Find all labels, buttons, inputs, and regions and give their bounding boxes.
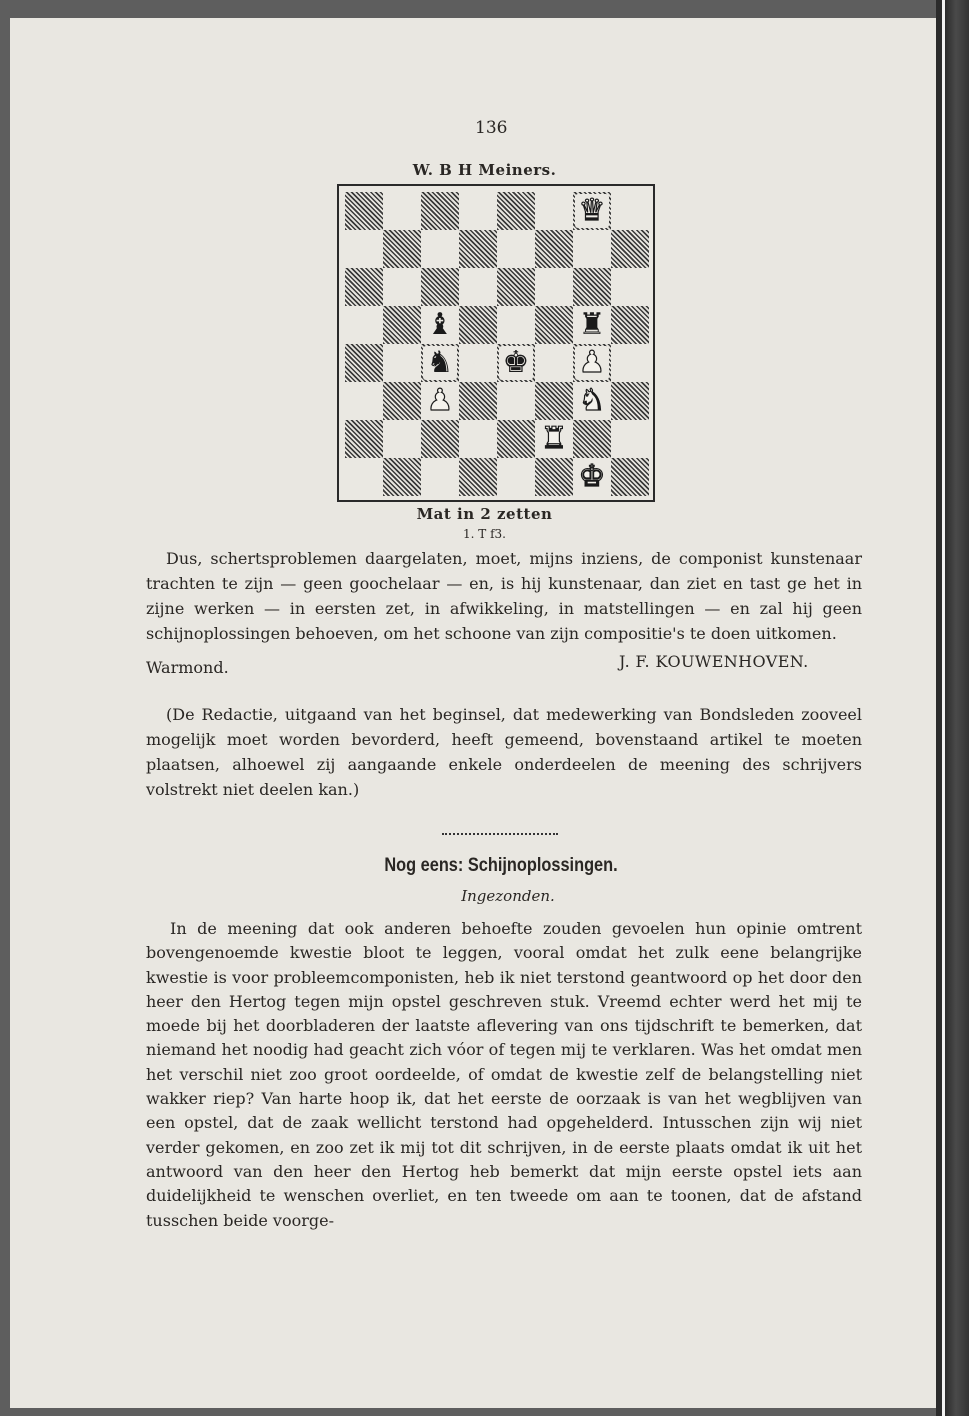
- square-h2: [611, 420, 649, 458]
- square-g1: [573, 458, 611, 496]
- white-pawn-icon: ♟: [423, 384, 457, 418]
- square-d3: [459, 382, 497, 420]
- square-e4: [497, 344, 535, 382]
- square-h8: [611, 192, 649, 230]
- square-b7: [383, 230, 421, 268]
- white-king-icon: ♚: [575, 460, 609, 494]
- square-g5: [573, 306, 611, 344]
- square-c1: [421, 458, 459, 496]
- black-rook-icon: ♜: [575, 308, 609, 342]
- square-g8: [573, 192, 611, 230]
- square-d8: [459, 192, 497, 230]
- book-spine-edge: [936, 0, 969, 1416]
- black-king-icon: ♚: [499, 346, 533, 380]
- square-h6: [611, 268, 649, 306]
- square-d7: [459, 230, 497, 268]
- square-g4: [573, 344, 611, 382]
- square-e6: [497, 268, 535, 306]
- square-c5: [421, 306, 459, 344]
- square-e8: [497, 192, 535, 230]
- article-subtitle: Ingezonden.: [461, 887, 555, 905]
- square-a3: [345, 382, 383, 420]
- square-a8: [345, 192, 383, 230]
- white-rook-icon: ♜: [537, 422, 571, 456]
- article-body: In de meening dat ook anderen behoefte zouden gevoelen hun opinie omtrent bovengenoemde kwestie bloot te leggen, vooral omdat het zulk eene belangrijke kwestie is voor probleemcomponisten, heb ik niet terstond geantwoord op het door den heer den Hertog tegen mijn opstel geschreven stuk. Vreemd echter werd het mij te moede bij het doorbladeren der laatste aflevering van ons tijdschrift te bemerken, dat niemand het noodig had geacht zich vóor of tegen mij te verklaren. Was het omdat men het verschil niet zoo groot oordeelde, of omdat de kwestie zelf de belangstelling niet wakker riep? Van harte hoop ik, dat het eerste de oorzaak is van het wegblijven van een opstel, dat de zaak wellicht terstond had opgehelderd. Intusschen zijn wij niet verder gekomen, en zoo zet ik mij tot dit schrijven, in de eerste plaats omdat ik uit het antwoord van den heer den Hertog heb bemerkt dat mijn eerste opstel iets aan duidelijkheid te wenschen overliet, en ten tweede om aan te toonen, dat de afstand tusschen beide voorge-: [146, 919, 862, 1230]
- white-knight-icon: ♞: [575, 384, 609, 418]
- square-g6: [573, 268, 611, 306]
- square-a1: [345, 458, 383, 496]
- square-f7: [535, 230, 573, 268]
- square-h4: [611, 344, 649, 382]
- square-f2: [535, 420, 573, 458]
- page-number: 136: [475, 118, 508, 138]
- square-e3: [497, 382, 535, 420]
- square-f3: [535, 382, 573, 420]
- square-e2: [497, 420, 535, 458]
- article-title: Nog eens: Schijnoplossingen.: [384, 855, 618, 876]
- square-d2: [459, 420, 497, 458]
- square-d1: [459, 458, 497, 496]
- square-b4: [383, 344, 421, 382]
- square-h7: [611, 230, 649, 268]
- square-e1: [497, 458, 535, 496]
- square-b8: [383, 192, 421, 230]
- square-g2: [573, 420, 611, 458]
- square-e7: [497, 230, 535, 268]
- square-b2: [383, 420, 421, 458]
- editorial-note: (De Redactie, uitgaand van het beginsel, dat medewerking van Bondsleden zooveel mogelijk moet worden bevorderd, heeft gemeend, bovenstaand artikel te moeten plaatsen, alhoewel zij aangaande enkele onderdeelen de meening des schrijvers volstrekt niet deelen kan.): [146, 705, 862, 799]
- square-h1: [611, 458, 649, 496]
- square-c2: [421, 420, 459, 458]
- square-d4: [459, 344, 497, 382]
- square-h5: [611, 306, 649, 344]
- square-f4: [535, 344, 573, 382]
- square-c4: [421, 344, 459, 382]
- square-a5: [345, 306, 383, 344]
- white-queen-icon: ♛: [575, 194, 609, 228]
- problem-author: W. B H Meiners.: [412, 161, 557, 179]
- chess-diagram: [337, 184, 655, 502]
- square-d6: [459, 268, 497, 306]
- section-divider: [442, 833, 558, 835]
- square-e5: [497, 306, 535, 344]
- square-a2: [345, 420, 383, 458]
- square-b6: [383, 268, 421, 306]
- square-b1: [383, 458, 421, 496]
- square-c7: [421, 230, 459, 268]
- square-a4: [345, 344, 383, 382]
- chess-board: [345, 192, 649, 496]
- dateline-place: Warmond.: [146, 658, 229, 677]
- black-knight-icon: ♞: [423, 346, 457, 380]
- square-f8: [535, 192, 573, 230]
- problem-stipulation: Mat in 2 zetten: [416, 505, 553, 523]
- problem-solution: 1. T f3.: [463, 527, 506, 541]
- square-c6: [421, 268, 459, 306]
- square-g7: [573, 230, 611, 268]
- square-f5: [535, 306, 573, 344]
- black-bishop-icon: ♝: [423, 308, 457, 342]
- square-b5: [383, 306, 421, 344]
- square-a7: [345, 230, 383, 268]
- white-pawn-icon: ♟: [575, 346, 609, 380]
- article-paragraph: Dus, schertsproblemen daargelaten, moet, mijns inziens, de componist kunstenaar trachten te zijn — geen goochelaar — en, is hij kunstenaar, dan ziet en tast ge het in zijne werken — in eersten zet, in afwikkeling, in matstellingen — en zal hij geen schijnoplossingen behoeven, om het schoone van zijn compositie's te doen uitkomen.: [146, 549, 862, 643]
- square-f1: [535, 458, 573, 496]
- author-signature: J. F. KOUWENHOVEN.: [619, 652, 809, 671]
- square-f6: [535, 268, 573, 306]
- square-b3: [383, 382, 421, 420]
- square-a6: [345, 268, 383, 306]
- square-d5: [459, 306, 497, 344]
- square-g3: [573, 382, 611, 420]
- square-c8: [421, 192, 459, 230]
- square-h3: [611, 382, 649, 420]
- square-c3: [421, 382, 459, 420]
